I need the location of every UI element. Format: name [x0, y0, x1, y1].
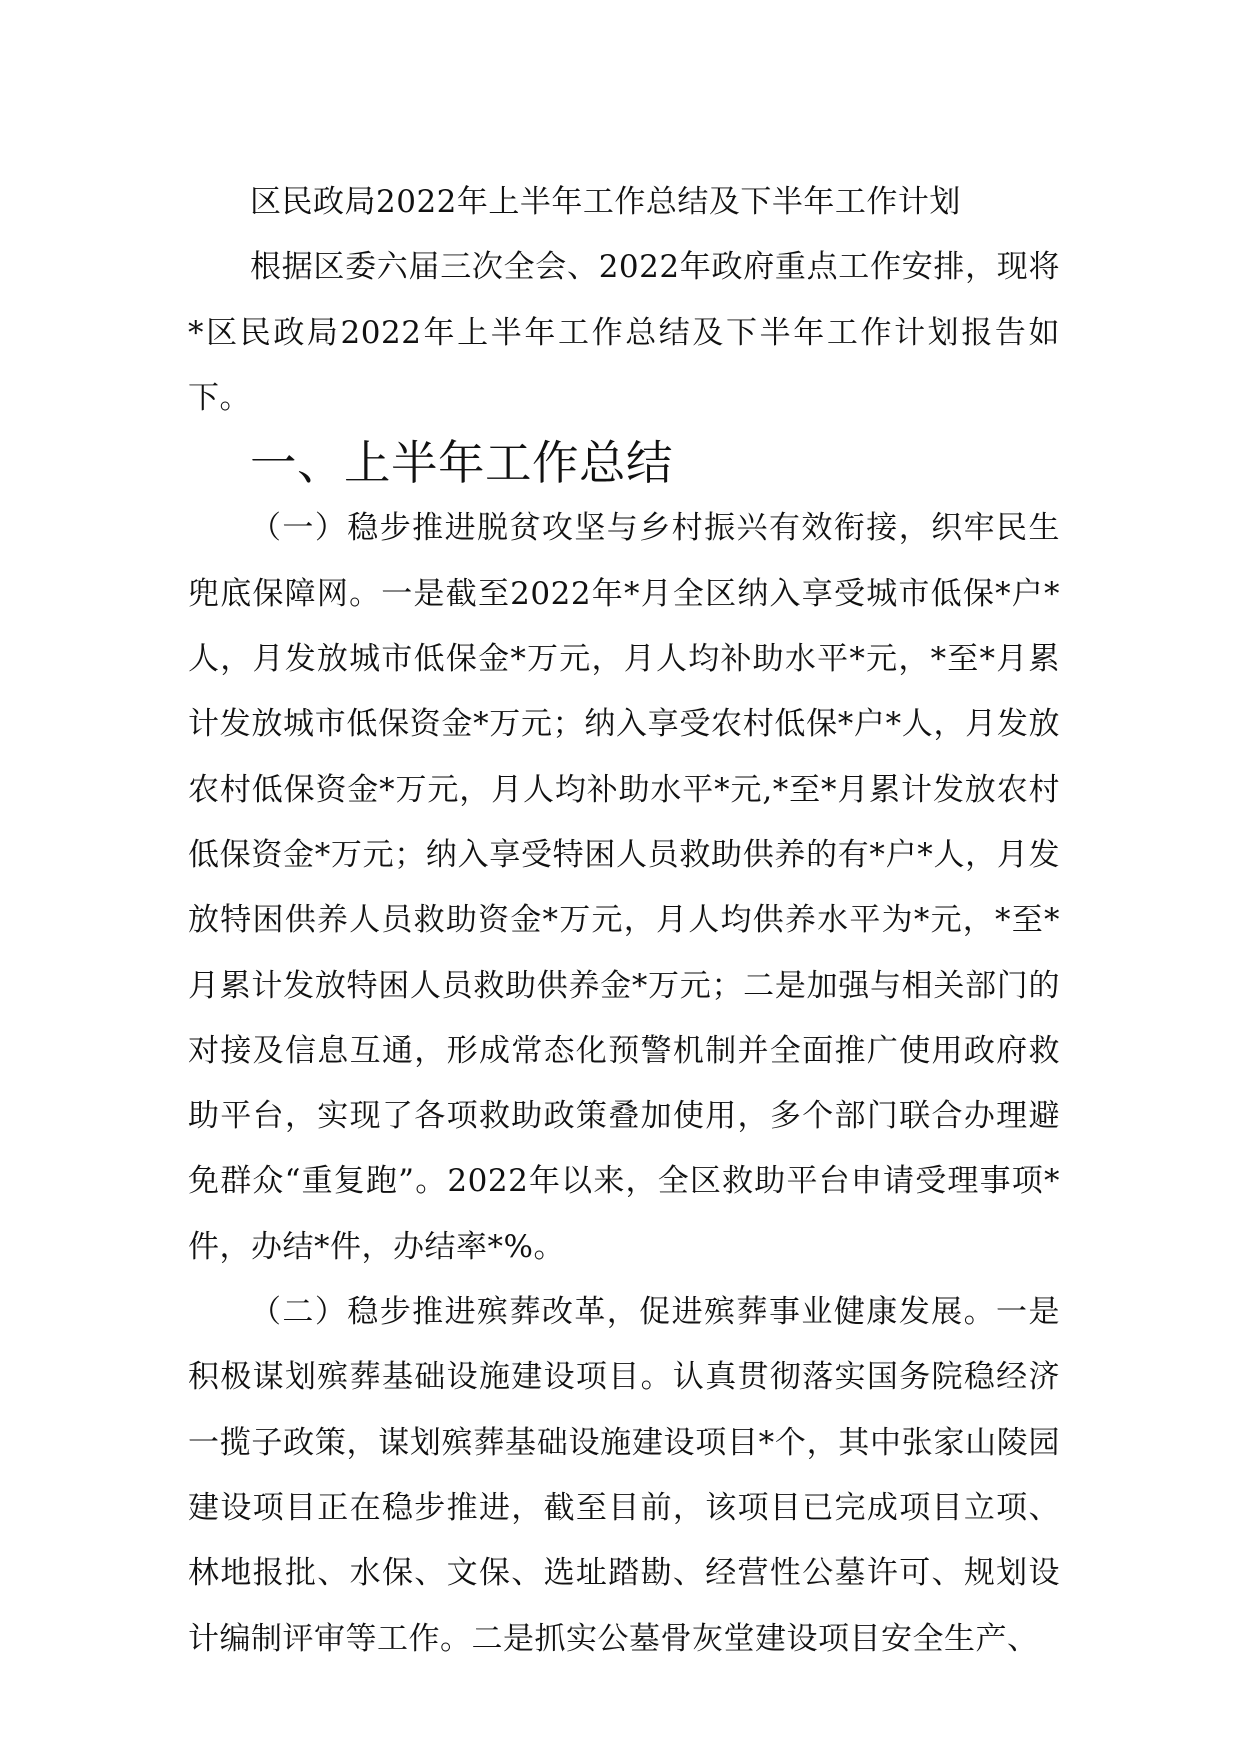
intro-paragraph: 根据区委六届三次全会、2022年政府重点工作安排，现将*区民政局2022年上半年工作总结及下半年工作计划报告如下。	[188, 249, 1060, 416]
section-heading: 一、上半年工作总结	[250, 436, 673, 491]
document-title: 区民政局2022年上半年工作总结及下半年工作计划	[250, 184, 961, 220]
document-body	[188, 170, 1060, 1672]
paragraph-funeral-reform: （二）稳步推进殡葬改革，促进殡葬事业健康发展。一是积极谋划殡葬基础设施建设项目。认真贯彻落实国务院稳经济一揽子政策，谋划殡葬基础设施建设项目*个，其中张家山陵园建设项目正在稳步推进，截至目前，该项目已完成项目立项、林地报批、水保、文保、选址踏勘、经营性公墓许可、规划设计编制评审等工作。二是抓实公墓骨灰堂建设项目安全生产、	[188, 1294, 1060, 1657]
paragraph-poverty-relief: （一）稳步推进脱贫攻坚与乡村振兴有效衔接，织牢民生兜底保障网。一是截至2022年*月全区纳入享受城市低保*户*人，月发放城市低保金*万元，月人均补助水平*元，*至*月累计发放城市低保资金*万元；纳入享受农村低保*户*人，月发放农村低保资金*万元，月人均补助水平*元,*至*月累计发放农村低保资金*万元；纳入享受特困人员救助供养的有*户*人，月发放特困供养人员救助资金*万元，月人均供养水平为*元，*至*月累计发放特困人员救助供养金*万元；二是加强与相关部门的对接及信息互通，形成常态化预警机制并全面推广使用政府救助平台，实现了各项救助政策叠加使用，多个部门联合办理避免群众“重复跑”。2022年以来，全区救助平台申请受理事项*件，办结*件，办结率*%。	[188, 510, 1060, 1265]
